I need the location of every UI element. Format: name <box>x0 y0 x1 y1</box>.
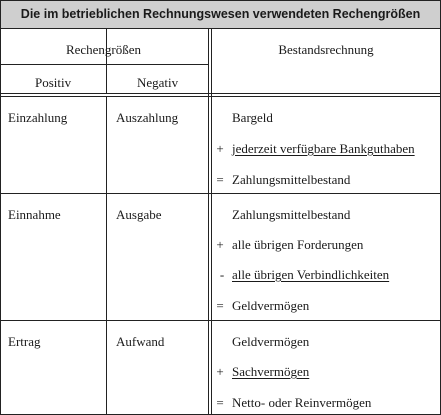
header-bottom-rule <box>1 96 440 97</box>
row2-calc-line1: Zahlungsmittelbestand <box>232 207 351 222</box>
header-rechengroessen: Rechengrößen <box>65 42 142 57</box>
header-positiv: Positiv <box>35 75 72 90</box>
row1-negative: Auszahlung <box>116 110 179 125</box>
row-divider <box>1 193 440 194</box>
column-divider <box>106 97 107 414</box>
row2-positive: Einnahme <box>8 207 61 222</box>
row2-plus-operator: + <box>216 237 224 252</box>
row3-calc-line2: Sachvermögen <box>232 364 310 379</box>
row1-positive: Einzahlung <box>8 110 68 125</box>
row2-calc-line3: alle übrigen Verbindlichkeiten <box>232 267 390 282</box>
header-divider <box>1 64 208 65</box>
table-title: Die im betrieblichen Rechnungswesen verwendeten Rechengrößen <box>1 1 440 29</box>
row-divider <box>1 320 440 321</box>
row2-negative: Ausgabe <box>116 207 162 222</box>
row2-calc-result: Geldvermögen <box>232 298 310 313</box>
row2-equals-operator: = <box>216 298 224 313</box>
row3-calc-line1: Geldvermögen <box>232 334 310 349</box>
row3-negative: Aufwand <box>116 334 165 349</box>
header-bestandsrechnung: Bestandsrechnung <box>278 42 374 57</box>
column-divider <box>208 29 209 414</box>
row1-calc-result: Zahlungsmittelbestand <box>232 172 351 187</box>
row1-calc-line2: jederzeit verfügbare Bankguthaben <box>232 141 415 156</box>
row3-plus-operator: + <box>216 364 224 379</box>
row1-calc-line1: Bargeld <box>232 110 273 125</box>
column-divider <box>211 29 212 414</box>
row1-equals-operator: = <box>216 172 224 187</box>
row2-calc-line2: alle übrigen Forderungen <box>232 237 364 252</box>
column-divider <box>106 29 107 93</box>
header-negativ: Negativ <box>137 75 179 90</box>
row3-positive: Ertrag <box>8 334 41 349</box>
header-bottom-rule <box>1 93 440 94</box>
row1-plus-operator: + <box>216 141 224 156</box>
row3-calc-result: Netto- oder Reinvermögen <box>232 395 372 410</box>
row3-equals-operator: = <box>216 395 224 410</box>
row2-minus-operator: - <box>219 267 225 282</box>
